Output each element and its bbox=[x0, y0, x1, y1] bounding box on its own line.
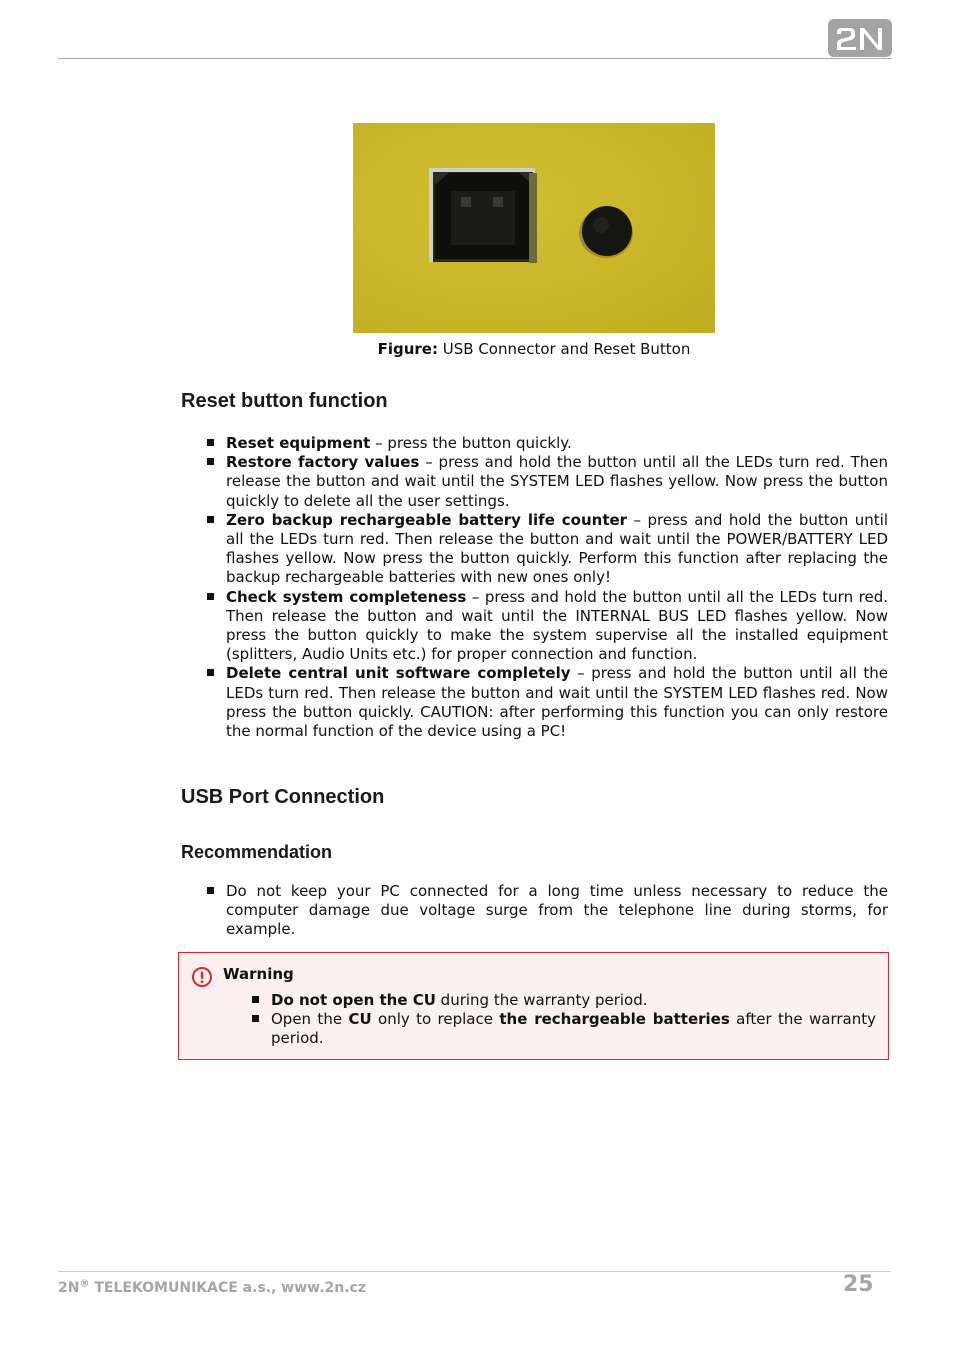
item-description: – press and hold the button until all the LEDs turn red. Then release the button and wait until the SYSTEM LED flashes red. Now press the button quickly. CAUTION: after performing this function you can only restore the normal function of the device using a PC! bbox=[226, 664, 888, 741]
logo-2n-icon bbox=[828, 19, 892, 57]
item-term: Zero backup rechargeable battery life counter bbox=[226, 510, 628, 529]
item-text-part: only to replace bbox=[371, 1010, 500, 1029]
item-term: Check system completeness bbox=[226, 587, 467, 606]
bullet-square-icon bbox=[207, 458, 214, 465]
list-item bbox=[226, 511, 888, 588]
caption-label: Figure: bbox=[377, 340, 438, 358]
item-description: Do not keep your PC connected for a long time unless necessary to reduce the computer damage due voltage surge from the telephone line during storms, for example. bbox=[226, 882, 888, 939]
figure-photo bbox=[353, 123, 715, 333]
page-number: 25 bbox=[843, 1272, 874, 1297]
item-description: during the warranty period. bbox=[435, 991, 648, 1009]
item-description: – press and hold the button until all the LEDs turn red. Then release the button and wait until the POWER/BATTERY LED flashes yellow. Now press the button quickly. Perform this function after replacing the backup rechargeable batteries with new ones only! bbox=[226, 510, 889, 587]
figure-caption bbox=[353, 340, 715, 359]
footer-company bbox=[58, 1280, 366, 1296]
footer-divider bbox=[58, 1271, 891, 1272]
section-title-usb: USB Port Connection bbox=[181, 786, 385, 808]
item-term: Restore factory values bbox=[226, 453, 420, 472]
bullet-square-icon bbox=[207, 669, 214, 676]
exclamation-circle-icon bbox=[191, 966, 213, 988]
item-term: CU bbox=[348, 1010, 372, 1029]
item-description: – press and hold the button until all the LEDs turn red. Then release the button and wait until the INTERNAL BUS LED flashes yellow. Now press the button quickly to make the system supervise all the installed equipment (splitters, Audio Units etc.) for proper connection and function. bbox=[226, 587, 888, 664]
usb-connector-reset-button-image bbox=[353, 123, 715, 333]
header-divider bbox=[58, 58, 891, 59]
list-item bbox=[226, 453, 888, 511]
bullet-square-icon bbox=[207, 516, 214, 523]
bullet-square-icon bbox=[252, 1015, 259, 1022]
recommendation-list bbox=[226, 882, 888, 940]
list-item bbox=[226, 664, 888, 741]
bullet-square-icon bbox=[207, 439, 214, 446]
warning-list bbox=[271, 991, 876, 1049]
registered-mark: ® bbox=[79, 1278, 90, 1290]
company-name: TELEKOMUNIKACE a.s., www.2n.cz bbox=[89, 1280, 366, 1296]
item-term: Do not open the CU bbox=[271, 991, 436, 1009]
item-term: the rechargeable batteries bbox=[499, 1010, 730, 1029]
item-description: – press and hold the button until all the LEDs turn red. Then release the button and wait until the SYSTEM LED flashes yellow. Now press the button quickly to delete all the user settings. bbox=[226, 453, 889, 510]
reset-function-list bbox=[226, 434, 888, 741]
list-item bbox=[226, 588, 888, 665]
company-prefix: 2N bbox=[58, 1280, 80, 1296]
list-item bbox=[271, 1010, 876, 1048]
caption-text: USB Connector and Reset Button bbox=[442, 340, 691, 358]
item-description: – press the button quickly. bbox=[370, 434, 572, 452]
bullet-square-icon bbox=[252, 996, 259, 1003]
section-title-reset: Reset button function bbox=[181, 390, 388, 412]
item-text-part: after the warranty period. bbox=[271, 1010, 876, 1048]
item-text-part: Open the bbox=[271, 1010, 349, 1029]
item-term: Delete central unit software completely bbox=[226, 664, 571, 683]
bullet-square-icon bbox=[207, 593, 214, 600]
subsection-title-recommendation: Recommendation bbox=[181, 842, 333, 862]
list-item bbox=[226, 434, 888, 453]
list-item bbox=[226, 882, 888, 940]
warning-title: Warning bbox=[223, 965, 294, 983]
bullet-square-icon bbox=[207, 887, 214, 894]
list-item bbox=[271, 991, 876, 1010]
brand-logo bbox=[828, 19, 892, 57]
item-term: Reset equipment bbox=[226, 434, 371, 452]
warning-box bbox=[178, 952, 889, 1060]
